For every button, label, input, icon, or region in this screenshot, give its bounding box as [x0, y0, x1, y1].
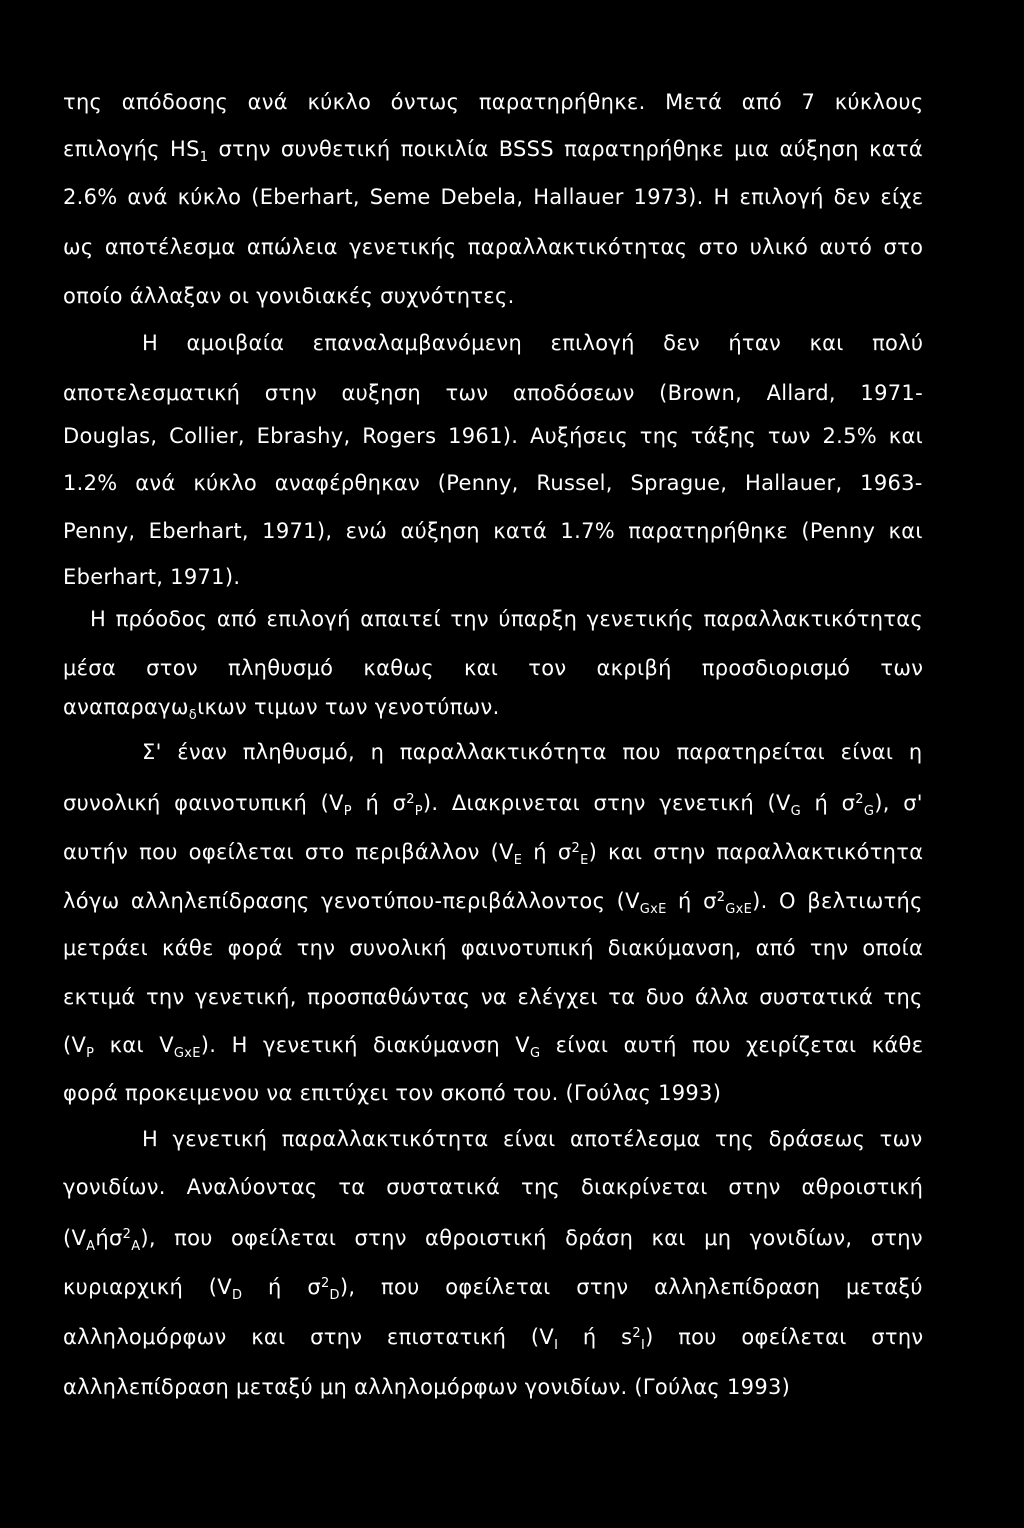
text-run: ), σ' [874, 791, 923, 815]
text-line [63, 935, 923, 963]
text-line [63, 984, 923, 1012]
subscript-text: E [580, 853, 589, 868]
text-run: αποτελεσματική στην αυξηση των αποδόσεων (Brown, Allard, 1971- [63, 381, 923, 405]
text-line [63, 136, 923, 164]
text-run: 2.6% ανά κύκλο (Eberhart, Seme Debela, Hallauer 1973). Η επιλογή δεν είχε [63, 185, 924, 209]
text-line [63, 1271, 923, 1303]
text-run: οποίο άλλαξαν οι γονιδιακές συχνότητες. [63, 284, 515, 308]
text-run: Η αμοιβαία επαναλαμβανόμενη επιλογή δεν ήταν και πολύ [142, 331, 924, 355]
subscript-text: P [86, 1046, 95, 1061]
text-run: της απόδοσης ανά κύκλο όντως παρατηρήθηκε. Μετά από 7 κύκλους [63, 90, 924, 114]
text-run: ως αποτέλεσμα απώλεια γενετικής παραλλακτικότητας στο υλικό αυτό στο [63, 235, 924, 259]
text-line [63, 470, 923, 498]
subscript-text: I [640, 1338, 646, 1353]
text-run: αναπαραγω [63, 695, 189, 719]
text-run: ) και στην παραλλακτικότητα [588, 840, 924, 864]
subscript-text: 1 [199, 150, 209, 165]
text-run: και V [94, 1033, 174, 1057]
text-run: ή σ [242, 1275, 321, 1299]
subscript-text: GxE [173, 1046, 201, 1061]
subscript-text: G [863, 804, 875, 819]
text-run: 1.2% ανά κύκλο αναφέρθηκαν (Penny, Russel, Sprague, Hallauer, 1963- [63, 471, 923, 495]
text-line [63, 423, 923, 451]
subscript-text: A [131, 1239, 141, 1254]
text-run: ). Η γενετική διακύμανση V [200, 1033, 530, 1057]
subscript-text: G [529, 1046, 541, 1061]
text-line [63, 1222, 923, 1254]
text-run: λόγω αλληλεπίδρασης γενοτύπου-περιβάλλοντος (V [63, 889, 640, 913]
text-run: ή σ [800, 791, 856, 815]
superscript-text: 2 [406, 792, 415, 807]
text-run: Σ' έναν πληθυσμό, η παραλλακτικότητα που παρατηρείται είναι η [142, 740, 923, 764]
text-line [63, 283, 515, 311]
text-run: ή σ [666, 889, 717, 913]
text-line [63, 694, 500, 722]
text-run: ή s [558, 1325, 633, 1349]
subscript-text: D [329, 1288, 340, 1303]
superscript-text: 2 [122, 1227, 132, 1242]
subscript-text: δ [188, 708, 198, 723]
text-run: ). Ο βελτιωτής [752, 889, 923, 913]
text-run: Η γενετική παραλλακτικότητα είναι αποτέλεσμα της δράσεως των [142, 1127, 923, 1151]
text-run: εκτιμά την γενετική, προσπαθώντας να ελέγχει τα δυο άλλα συστατικά της [63, 985, 923, 1009]
subscript-text: GxE [639, 902, 667, 917]
text-line [63, 1032, 923, 1060]
text-run: συνολική φαινοτυπική (V [63, 791, 344, 815]
text-line [63, 564, 240, 592]
subscript-text: P [343, 804, 352, 819]
superscript-text: 2 [571, 841, 581, 856]
text-line [63, 1174, 923, 1202]
text-run: αλληλομόρφων και στην επιστατική (V [63, 1325, 555, 1349]
text-run: μετράει κάθε φορά την συνολική φαινοτυπική διακύμανση, από την οποία [63, 936, 924, 960]
text-run: μέσα στον πληθυσμό καθως και τον ακριβή προσδιορισμό των [63, 656, 924, 680]
subscript-text: GxE [725, 902, 753, 917]
text-run: Η πρόοδος από επιλογή απαιτεί την ύπαρξη γενετικής παραλλακτικότητας [90, 607, 924, 631]
text-line [63, 1374, 790, 1402]
text-run: ), που οφείλεται στην αθροιστική δράση και μη γονιδίων, στην [140, 1226, 923, 1250]
text-run: ήσ [95, 1226, 123, 1250]
text-line [63, 89, 923, 117]
text-line [142, 1126, 923, 1154]
text-run: είναι αυτή που χειρίζεται κάθε [540, 1033, 924, 1057]
text-line [90, 606, 923, 634]
text-line [63, 885, 923, 917]
text-line [63, 787, 923, 819]
text-run: Penny, Eberhart, 1971), ενώ αύξηση κατά 1.7% παρατηρήθηκε (Penny και [63, 519, 923, 543]
text-run: ή σ [522, 840, 572, 864]
text-line [63, 1321, 924, 1353]
text-line [63, 655, 923, 683]
text-line [63, 234, 923, 262]
superscript-text: 2 [320, 1276, 330, 1291]
text-line [63, 836, 924, 868]
text-run: ) που οφείλεται στην [645, 1325, 924, 1349]
subscript-text: A [86, 1239, 96, 1254]
subscript-text: E [513, 853, 523, 868]
text-run: ικων τιμων των γενοτύπων. [197, 695, 500, 719]
text-run: ). Διακρινεται στην γενετική (V [422, 791, 791, 815]
text-run: ή σ [351, 791, 407, 815]
text-run: φορά προκειμενου να επιτύχει τον σκοπό του. (Γούλας 1993) [63, 1081, 722, 1105]
text-run: κυριαρχική (V [63, 1275, 232, 1299]
subscript-text: P [414, 804, 423, 819]
subscript-text: D [231, 1288, 243, 1303]
text-run: γονιδίων. Αναλύοντας τα συστατικά της διακρίνεται στην αθροιστική [63, 1175, 924, 1199]
text-run: αλληλεπίδραση μεταξύ μη αλληλομόρφων γονιδίων. (Γούλας 1993) [63, 1375, 791, 1399]
text-run: επιλογής HS [63, 137, 200, 161]
subscript-text: G [790, 804, 801, 819]
text-run: (V [63, 1226, 87, 1250]
superscript-text: 2 [716, 890, 726, 905]
text-run: Douglas, Collier, Ebrashy, Rogers 1961). Αυξήσεις της τάξης των 2.5% και [63, 424, 924, 448]
text-line [63, 380, 923, 408]
text-line [63, 518, 923, 546]
text-run: Eberhart, 1971). [63, 565, 241, 589]
subscript-text: I [554, 1338, 559, 1353]
text-line [63, 184, 923, 212]
superscript-text: 2 [632, 1326, 641, 1341]
text-run: (V [63, 1033, 87, 1057]
text-run: αυτήν που οφείλεται στο περιβάλλον (V [63, 840, 514, 864]
text-line [142, 330, 923, 358]
text-line [142, 739, 923, 767]
text-run: στην συνθετική ποικιλία BSSS παρατηρήθηκε μια αύξηση κατά [208, 137, 924, 161]
superscript-text: 2 [855, 792, 864, 807]
text-run: ), που οφείλεται στην αλληλεπίδραση μεταξύ [339, 1275, 923, 1299]
text-line [63, 1080, 721, 1108]
